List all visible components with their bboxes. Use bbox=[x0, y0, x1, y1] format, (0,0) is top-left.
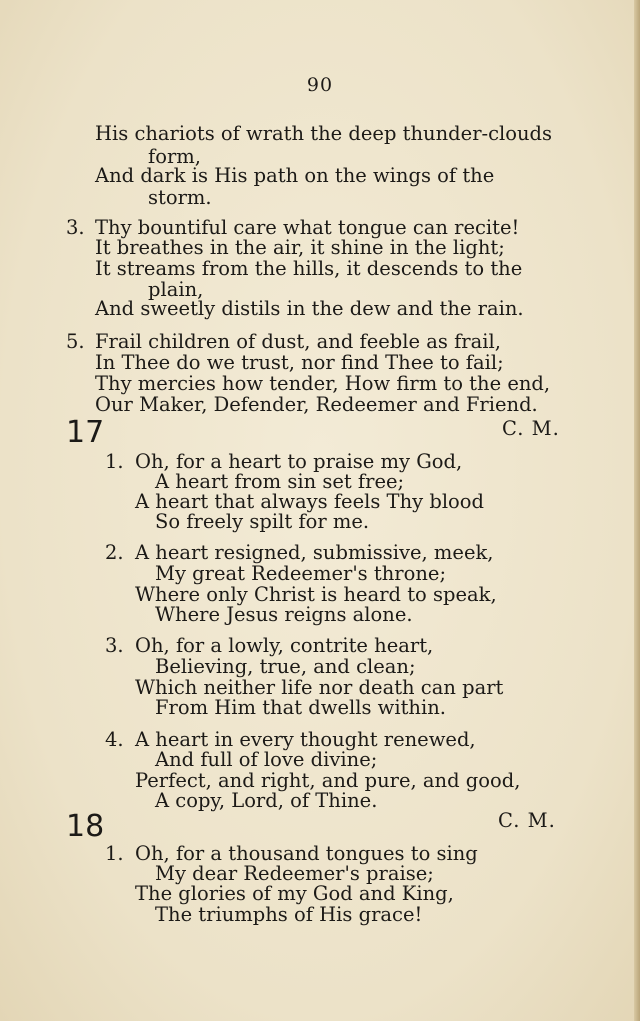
verse-line: Oh, for a thousand tongues to sing bbox=[135, 842, 478, 865]
verse-line: A copy, Lord, of Thine. bbox=[155, 789, 378, 812]
verse-line: Where only Christ is heard to speak, bbox=[135, 583, 497, 606]
verse-line: Thy bountiful care what tongue can recite! bbox=[95, 216, 520, 239]
verse-line: My great Redeemer's throne; bbox=[155, 562, 447, 585]
verse-line: It breathes in the air, it shine in the light; bbox=[95, 236, 505, 259]
verse-line: A heart resigned, submissive, meek, bbox=[135, 541, 494, 564]
verse-line: And sweetly distils in the dew and the rain. bbox=[95, 297, 524, 320]
verse-line: A heart from sin set free; bbox=[155, 470, 405, 493]
verse-line: plain, bbox=[148, 278, 204, 301]
verse-line: The triumphs of His grace! bbox=[155, 903, 423, 926]
verse-line: It streams from the hills, it descends to the bbox=[95, 257, 523, 280]
page-number: 90 bbox=[306, 74, 334, 96]
verse-line: Perfect, and right, and pure, and good, bbox=[135, 769, 521, 792]
verse-line: Frail children of dust, and feeble as frail, bbox=[95, 330, 501, 353]
stanza-number: 4. bbox=[105, 728, 124, 751]
stanza-number: 1. bbox=[105, 842, 124, 865]
hymn-meter: C. M. bbox=[502, 417, 560, 440]
stanza-number: 2. bbox=[105, 541, 124, 564]
verse-line: So freely spilt for me. bbox=[155, 510, 370, 533]
verse-line: In Thee do we trust, nor find Thee to fail; bbox=[95, 351, 504, 374]
stanza-number: 3. bbox=[105, 634, 124, 657]
verse-line: Which neither life nor death can part bbox=[135, 676, 504, 699]
hymn-number: 18 bbox=[66, 809, 105, 844]
verse-line: Oh, for a lowly, contrite heart, bbox=[135, 634, 434, 657]
verse-line: A heart that always feels Thy blood bbox=[135, 490, 485, 513]
verse-line: storm. bbox=[148, 186, 212, 209]
verse-line: A heart in every thought renewed, bbox=[135, 728, 476, 751]
stanza-number: 5. bbox=[66, 330, 85, 353]
hymn-meter: C. M. bbox=[498, 809, 556, 832]
verse-line: And full of love divine; bbox=[155, 748, 378, 771]
page-edge bbox=[634, 0, 640, 1021]
stanza-number: 1. bbox=[105, 450, 124, 473]
verse-line: His chariots of wrath the deep thunder-clouds bbox=[95, 122, 553, 145]
verse-line: My dear Redeemer's praise; bbox=[155, 862, 434, 885]
verse-line: Where Jesus reigns alone. bbox=[155, 603, 413, 626]
hymn-number: 17 bbox=[66, 415, 105, 450]
verse-line: From Him that dwells within. bbox=[155, 696, 446, 719]
verse-line: Believing, true, and clean; bbox=[155, 655, 416, 678]
stanza-number: 3. bbox=[66, 216, 85, 239]
verse-line: The glories of my God and King, bbox=[135, 882, 454, 905]
verse-line: And dark is His path on the wings of the bbox=[95, 164, 495, 187]
verse-line: form, bbox=[148, 145, 201, 168]
verse-line: Oh, for a heart to praise my God, bbox=[135, 450, 463, 473]
verse-line: Thy mercies how tender, How firm to the end, bbox=[95, 372, 551, 395]
verse-line: Our Maker, Defender, Redeemer and Friend. bbox=[95, 393, 538, 416]
